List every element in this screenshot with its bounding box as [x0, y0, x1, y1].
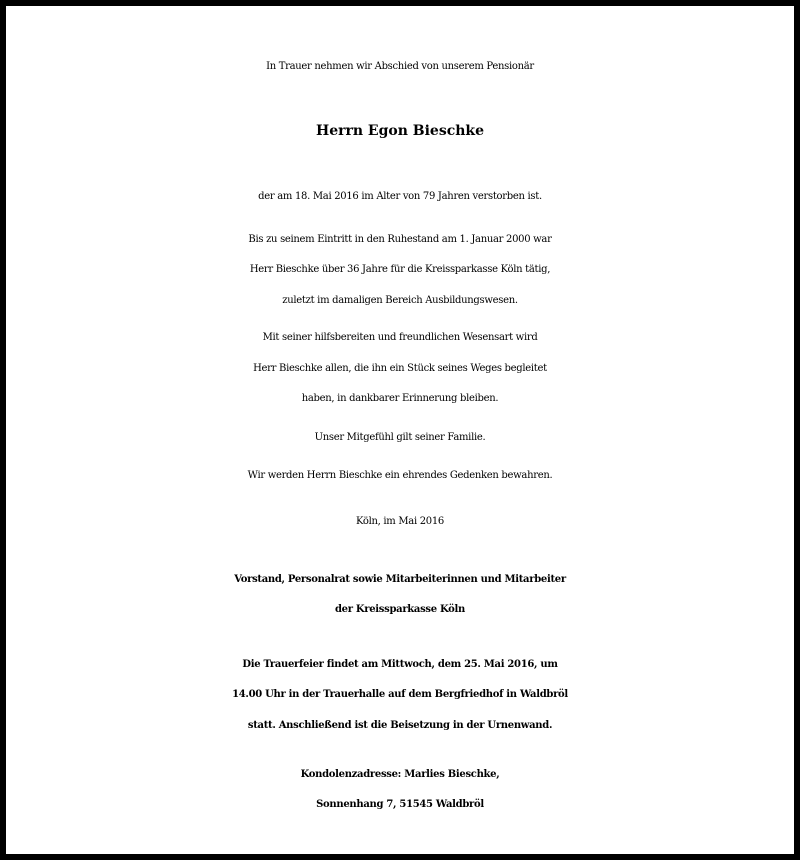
career-line-1: Bis zu seinem Eintritt in den Ruhestand am 1. Januar 2000 war	[248, 234, 552, 245]
death-line: der am 18. Mai 2016 im Alter von 79 Jahren verstorben ist.	[258, 191, 542, 202]
funeral-line-3: statt. Anschließend ist die Beisetzung in der Urnenwand.	[247, 720, 553, 731]
memory-line: Wir werden Herrn Bieschke ein ehrendes Gedenken bewahren.	[247, 470, 553, 481]
career-line-2: Herr Bieschke über 36 Jahre für die Kreissparkasse Köln tätig,	[249, 264, 551, 275]
funeral-line-1: Die Trauerfeier findet am Mittwoch, dem 25. Mai 2016, um	[242, 659, 558, 670]
character-line-3: haben, in dankbarer Erinnerung bleiben.	[301, 393, 499, 404]
signatories-line-2: der Kreissparkasse Köln	[334, 604, 466, 615]
intro-line: In Trauer nehmen wir Abschied von unserem Pensionär	[266, 61, 534, 72]
signatories-line-1: Vorstand, Personalrat sowie Mitarbeiterinnen und Mitarbeiter	[234, 574, 566, 585]
career-line-3: zuletzt im damaligen Bereich Ausbildungswesen.	[282, 295, 518, 306]
place-date: Köln, im Mai 2016	[355, 516, 444, 527]
condolence-line-2: Sonnenhang 7, 51545 Waldbröl	[316, 799, 484, 810]
deceased-name: Herrn Egon Bieschke	[315, 123, 485, 139]
funeral-line-2: 14.00 Uhr in der Trauerhalle auf dem Bergfriedhof in Waldbröl	[232, 689, 568, 700]
character-line-1: Mit seiner hilfsbereiten und freundlichen Wesensart wird	[262, 332, 538, 343]
sympathy-line: Unser Mitgefühl gilt seiner Familie.	[314, 432, 486, 443]
condolence-line-1: Kondolenzadresse: Marlies Bieschke,	[300, 769, 500, 780]
character-line-2: Herr Bieschke allen, die ihn ein Stück seines Weges begleitet	[253, 363, 547, 374]
